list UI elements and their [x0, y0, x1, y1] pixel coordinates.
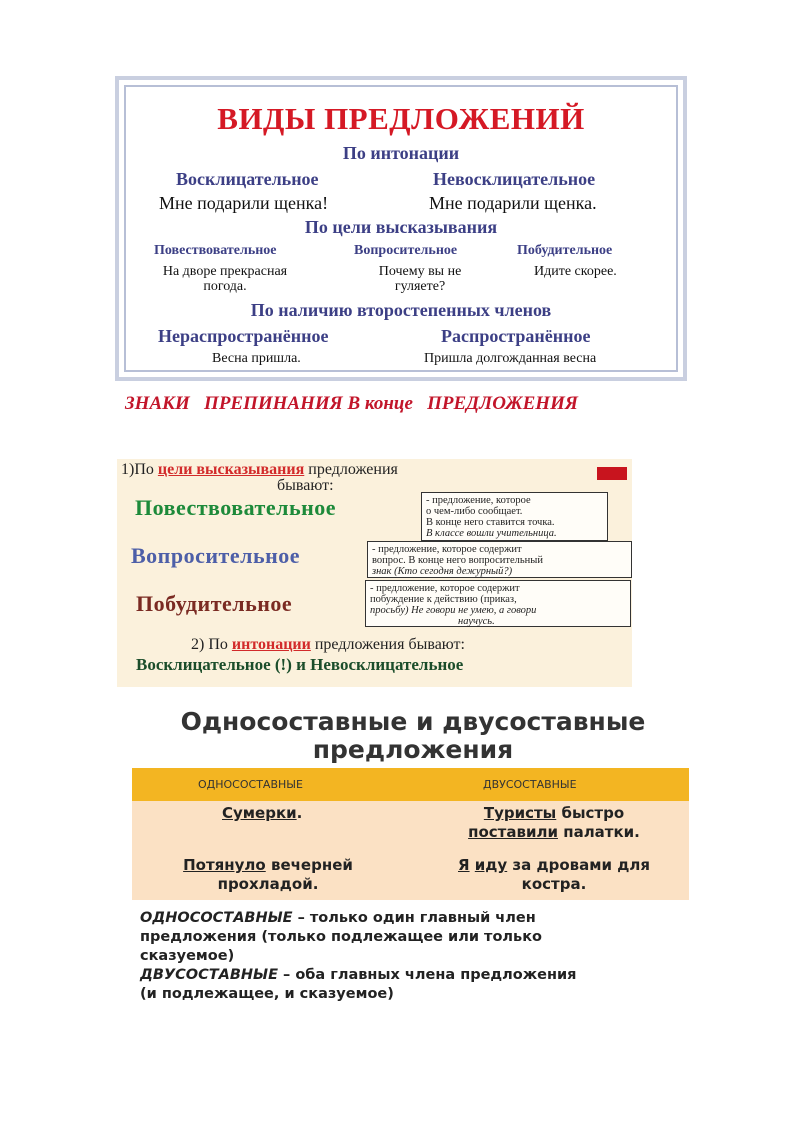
cell-text: вечерней [265, 856, 353, 874]
purpose-heading: По цели высказывания [304, 217, 498, 237]
title-line: Односоставные и двусоставные [180, 707, 646, 736]
intro-prefix: 1)По [121, 461, 158, 478]
imperative-label: Побудительное [517, 243, 613, 258]
intro-prefix: 2) По [191, 636, 232, 653]
punctuation-heading: ЗНАКИ ПРЕПИНАНИЯ В конце ПРЕДЛОЖЕНИЯ [125, 393, 578, 414]
definition-example: В классе вошли учительница. [426, 528, 557, 539]
two-part-example-1 [444, 804, 664, 842]
subject-word: Туристы [483, 804, 557, 822]
exclamatory-label: Восклицательное [176, 169, 319, 189]
predicate-word: Сумерки [222, 804, 297, 822]
definition-term: ОДНОСОСТАВНЫЕ [140, 910, 293, 926]
narrative-definition-box [421, 492, 608, 541]
interrogative-example [364, 264, 476, 294]
cell-text: за дровами для [507, 856, 650, 874]
cell-text: быстро [556, 804, 625, 822]
definition-example: знак (Кто сегодня дежурный?) [372, 566, 513, 577]
card-title: ВИДЫ ПРЕДЛОЖЕНИЙ [217, 101, 585, 136]
intonation-highlight: интонации [231, 636, 311, 653]
definition-line: - предложение, которое [426, 495, 531, 506]
definition-line: - предложение, которое содержит [372, 544, 522, 555]
interrogative-definition-box [367, 541, 632, 578]
predicate-word: иду [474, 856, 508, 874]
title-line: предложения [312, 735, 514, 764]
definition-line: вопрос. В конце него вопросительный [372, 555, 543, 566]
secondary-members-heading: По наличию второстепенных членов [250, 300, 552, 320]
imperative-definition-box [365, 580, 631, 627]
one-part-definition [140, 909, 542, 966]
punctuation-card [117, 459, 632, 687]
interrogative-example-line: гуляете? [394, 279, 446, 294]
narrative-example-line: погода. [203, 279, 247, 294]
narrative-example-line: На дворе прекрасная [162, 264, 288, 279]
interrogative-type: Вопросительное [131, 543, 301, 568]
definition-text: сказуемое) [140, 948, 235, 964]
intonation-heading: По интонации [342, 143, 460, 163]
sentence-types-card [115, 76, 687, 381]
cell-text: прохладой. [217, 875, 319, 893]
one-part-example-2 [168, 856, 368, 894]
intro-suffix: предложения бывают: [310, 636, 465, 653]
non-exclamatory-example: Мне подарили щенка. [429, 193, 597, 213]
column-header-one-part: ОДНОСОСТАВНЫЕ [198, 778, 303, 791]
intonation-types: Восклицательное (!) и Невосклицательное [136, 655, 464, 674]
interrogative-label: Вопросительное [354, 243, 458, 258]
definition-line: - предложение, которое содержит [370, 583, 520, 594]
definition-text: предложения (только подлежащее или только [140, 929, 543, 945]
definition-text: – оба главных члена предложения [277, 967, 577, 983]
extended-label: Распространённое [441, 326, 591, 346]
narrative-example [152, 264, 298, 294]
imperative-example: Идите скорее. [534, 264, 617, 279]
imperative-type: Побудительное [136, 591, 293, 616]
purpose-intro-line2: бывают: [277, 477, 334, 494]
narrative-type: Повествовательное [135, 495, 337, 520]
predicate-word: Потянуло [183, 856, 266, 874]
unextended-example: Весна пришла. [212, 351, 301, 366]
one-part-example-1 [222, 804, 302, 823]
card-title [118, 708, 708, 764]
subject-word: Я [458, 856, 470, 874]
non-exclamatory-label: Невосклицательное [433, 169, 596, 189]
card-inner-frame [124, 85, 678, 372]
narrative-label: Повествовательное [154, 243, 277, 258]
red-flag-marker [597, 467, 627, 480]
one-two-part-card [118, 700, 708, 1002]
intro-suffix: предложения [304, 461, 398, 478]
column-header-two-part: ДВУСОСТАВНЫЕ [483, 778, 577, 791]
definition-text: – только один главный член [292, 910, 536, 926]
definition-line: В конце него ставится точка. [426, 517, 555, 528]
definition-text: (и подлежащее, и сказуемое) [140, 986, 394, 1002]
predicate-word: поставили [468, 823, 558, 841]
definition-example: научусь. [458, 616, 495, 627]
two-part-definition [140, 966, 576, 1004]
definition-line: о чем-либо сообщает. [426, 506, 523, 517]
definition-term: ДВУСОСТАВНЫЕ [140, 967, 278, 983]
unextended-label: Нераспространённое [158, 326, 329, 346]
definition-example: просьбу) Не говори не умею, а говори [370, 605, 537, 616]
interrogative-example-line: Почему вы не [378, 264, 462, 279]
extended-example: Пришла долгожданная весна [424, 351, 597, 366]
exclamatory-example: Мне подарили щенка! [159, 193, 329, 213]
cell-text: костра. [521, 875, 587, 893]
cell-text: палатки. [557, 823, 640, 841]
purpose-highlight: цели высказывания [157, 461, 305, 478]
intonation-intro [191, 636, 465, 654]
cell-text: . [296, 804, 303, 822]
definition-line: побуждение к действию (приказ, [370, 594, 517, 605]
purpose-intro [121, 461, 398, 479]
two-part-example-2 [434, 856, 674, 894]
